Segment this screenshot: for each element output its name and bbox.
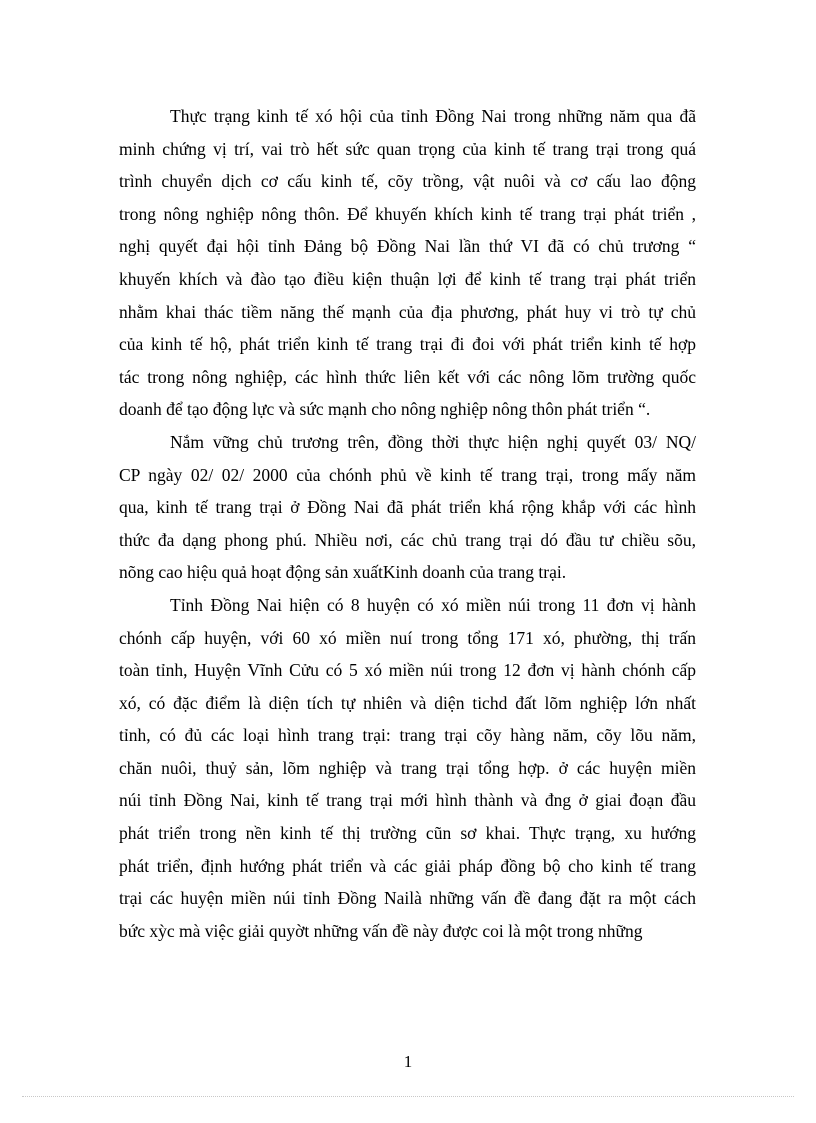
text-line: trại các huyện miền núi tỉnh Đồng Nailà những vấn đề đang đặt ra một cách bbox=[119, 888, 696, 909]
text-line: phát triển trong nền kinh tế thị trường cũn sơ khai. Thực trạng, xu hướng bbox=[119, 823, 696, 844]
text-line: minh chứng vị trí, vai trò hết sức quan trọng của kinh tế trang trại trong quá bbox=[119, 138, 696, 159]
text-line: bức xỳc mà việc giải quyờt những vấn đề này được coi là một trong những bbox=[119, 920, 643, 941]
paragraph bbox=[119, 100, 696, 426]
text-line: nõng cao hiệu quả hoạt động sản xuấtKinh doanh của trang trại. bbox=[119, 562, 567, 583]
text-line: nghị quyết đại hội tỉnh Đảng bộ Đồng Nai lần thứ VI đã có chủ trương “ bbox=[119, 236, 696, 257]
page-bottom-divider bbox=[22, 1096, 794, 1097]
text-line: của kinh tế hộ, phát triển kinh tế trang trại đi đoi với phát triển kinh tế hợp bbox=[119, 334, 696, 355]
text-line: xó, có đặc điểm là diện tích tự nhiên và diện tichd đất lõm nghiệp lớn nhất bbox=[119, 692, 696, 713]
text-line: trong nông nghiệp nông thôn. Để khuyến khích kinh tế trang trại phát triển , bbox=[119, 203, 696, 224]
page-number: 1 bbox=[403, 1052, 413, 1071]
text-line: doanh để tạo động lực và sức mạnh cho nông nghiệp nông thôn phát triển “. bbox=[119, 399, 651, 420]
paragraph bbox=[119, 589, 696, 948]
text-line: chăn nuôi, thuỷ sản, lõm nghiệp và trang trại tổng hợp. ở các huyện miền bbox=[119, 757, 696, 778]
text-line: Nắm vững chủ trương trên, đồng thời thực hiện nghị quyết 03/ NQ/ bbox=[170, 431, 696, 452]
text-line: Thực trạng kinh tế xó hội của tỉnh Đồng Nai trong những năm qua đã bbox=[170, 106, 696, 126]
text-line: thức đa dạng phong phú. Nhiều nơi, các chủ trang trại dó đầu tư chiều sõu, bbox=[119, 529, 696, 550]
text-line: núi tỉnh Đồng Nai, kinh tế trang trại mới hình thành và đng ở giai đoạn đầu bbox=[119, 790, 696, 811]
text-line: chónh cấp huyện, với 60 xó miền nuí trong tổng 171 xó, phường, thị trấn bbox=[119, 627, 696, 648]
text-line: CP ngày 02/ 02/ 2000 của chónh phủ về kinh tế trang trại, trong mấy năm bbox=[119, 464, 696, 485]
text-line: nhằm khai thác tiềm năng thế mạnh của địa phương, phát huy vi trò tự chủ bbox=[119, 301, 696, 322]
text-line: tỉnh, có đủ các loại hình trang trại: trang trại cõy hàng năm, cõy lõu năm, bbox=[119, 725, 696, 746]
text-line: khuyến khích và đào tạo điều kiện thuận lợi để kinh tế trang trại phát triển bbox=[119, 268, 696, 289]
text-line: phát triển, định hướng phát triển và các giải pháp đồng bộ cho kinh tế trang bbox=[119, 855, 696, 876]
document-body bbox=[119, 100, 696, 947]
text-line: qua, kinh tế trang trại ở Đồng Nai đã phát triển khá rộng khắp với các hình bbox=[119, 497, 696, 518]
paragraph bbox=[119, 426, 696, 589]
text-line: trình chuyển dịch cơ cấu kinh tế, cõy trồng, vật nuôi và cơ cấu lao động bbox=[119, 171, 696, 192]
text-line: Tỉnh Đồng Nai hiện có 8 huyện có xó miền núi trong 11 đơn vị hành bbox=[170, 594, 696, 615]
text-line: tác trong nông nghiệp, các hình thức liên kết với các nông lõm trường quốc bbox=[119, 366, 696, 387]
text-line: toàn tỉnh, Huyện Vĩnh Cửu có 5 xó miền núi trong 12 đơn vị hành chónh cấp bbox=[119, 660, 696, 681]
